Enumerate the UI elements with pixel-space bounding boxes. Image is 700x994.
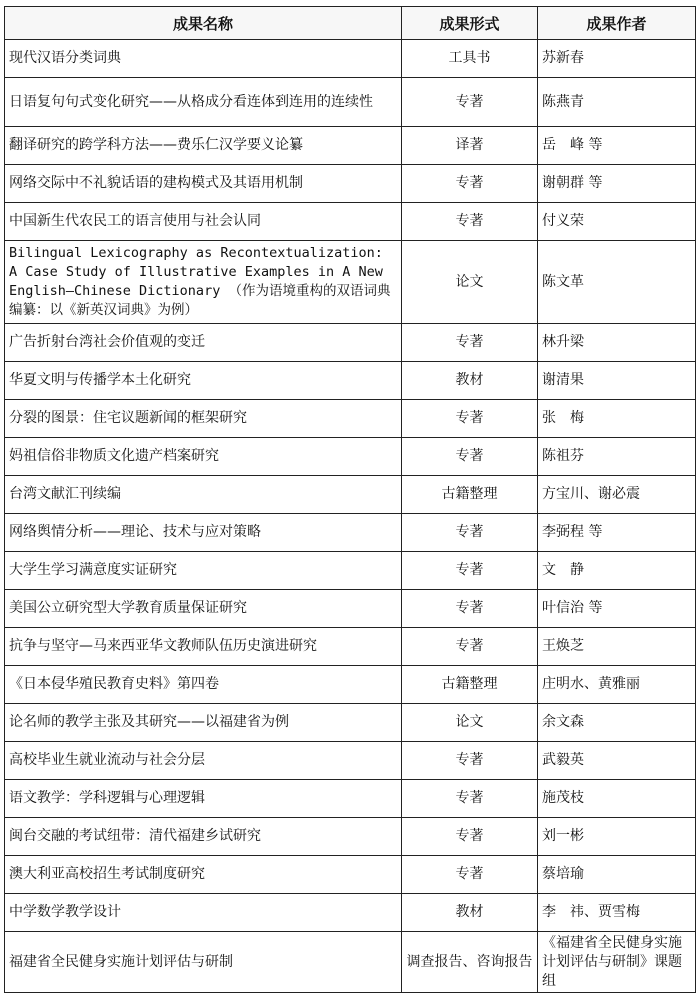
cell-author: 武毅英 xyxy=(538,742,696,780)
cell-form: 专著 xyxy=(402,742,538,780)
table-row xyxy=(5,476,696,514)
cell-name: 妈祖信俗非物质文化遗产档案研究 xyxy=(5,438,402,476)
cell-author: 方宝川、谢必震 xyxy=(538,476,696,514)
cell-name: 大学生学习满意度实证研究 xyxy=(5,552,402,590)
cell-name: 语文教学：学科逻辑与心理逻辑 xyxy=(5,780,402,818)
table-row xyxy=(5,704,696,742)
header-form: 成果形式 xyxy=(402,7,538,40)
header-author: 成果作者 xyxy=(538,7,696,40)
table-row xyxy=(5,165,696,203)
header-name: 成果名称 xyxy=(5,7,402,40)
table-row xyxy=(5,932,696,993)
cell-author: 蔡培瑜 xyxy=(538,856,696,894)
cell-form: 专著 xyxy=(402,400,538,438)
table-row xyxy=(5,666,696,704)
cell-form: 专著 xyxy=(402,780,538,818)
cell-name: 论名师的教学主张及其研究——以福建省为例 xyxy=(5,704,402,742)
cell-author: 谢朝群 等 xyxy=(538,165,696,203)
cell-name: 广告折射台湾社会价值观的变迁 xyxy=(5,324,402,362)
cell-author: 《福建省全民健身实施计划评估与研制》课题组 xyxy=(538,932,696,993)
cell-name: 网络舆情分析——理论、技术与应对策略 xyxy=(5,514,402,552)
cell-author: 苏新春 xyxy=(538,40,696,78)
cell-name: 中国新生代农民工的语言使用与社会认同 xyxy=(5,203,402,241)
cell-name: 台湾文献汇刊续编 xyxy=(5,476,402,514)
cell-author: 陈文革 xyxy=(538,241,696,324)
cell-author: 文 静 xyxy=(538,552,696,590)
cell-name: 美国公立研究型大学教育质量保证研究 xyxy=(5,590,402,628)
cell-form: 教材 xyxy=(402,362,538,400)
table-row xyxy=(5,400,696,438)
cell-name: 中学数学教学设计 xyxy=(5,894,402,932)
cell-name: 抗争与坚守—马来西亚华文教师队伍历史演进研究 xyxy=(5,628,402,666)
cell-form: 教材 xyxy=(402,894,538,932)
cell-form: 古籍整理 xyxy=(402,666,538,704)
table-row xyxy=(5,742,696,780)
table-row xyxy=(5,203,696,241)
table-row xyxy=(5,78,696,127)
table-row xyxy=(5,552,696,590)
table-row xyxy=(5,241,696,324)
cell-name: 翻译研究的跨学科方法——费乐仁汉学要义论纂 xyxy=(5,127,402,165)
cell-form: 专著 xyxy=(402,514,538,552)
cell-author: 张 梅 xyxy=(538,400,696,438)
cell-author: 付义荣 xyxy=(538,203,696,241)
cell-form: 调查报告、咨询报告 xyxy=(402,932,538,993)
cell-author: 叶信治 等 xyxy=(538,590,696,628)
cell-form: 专著 xyxy=(402,438,538,476)
cell-name: 日语复句句式变化研究——从格成分看连体到连用的连续性 xyxy=(5,78,402,127)
cell-name: 网络交际中不礼貌话语的建构模式及其语用机制 xyxy=(5,165,402,203)
table-row xyxy=(5,590,696,628)
cell-name: 福建省全民健身实施计划评估与研制 xyxy=(5,932,402,993)
cell-author: 李 祎、贾雪梅 xyxy=(538,894,696,932)
table-row xyxy=(5,514,696,552)
table-row xyxy=(5,324,696,362)
cell-form: 专著 xyxy=(402,628,538,666)
table-row xyxy=(5,780,696,818)
table-row xyxy=(5,362,696,400)
cell-author: 陈燕青 xyxy=(538,78,696,127)
cell-author: 余文森 xyxy=(538,704,696,742)
header-row xyxy=(5,7,696,40)
cell-form: 专著 xyxy=(402,78,538,127)
cell-form: 专著 xyxy=(402,203,538,241)
table-row xyxy=(5,856,696,894)
cell-name: 现代汉语分类词典 xyxy=(5,40,402,78)
table-row xyxy=(5,894,696,932)
cell-author: 陈祖芬 xyxy=(538,438,696,476)
cell-name: 《日本侵华殖民教育史料》第四卷 xyxy=(5,666,402,704)
cell-author: 谢清果 xyxy=(538,362,696,400)
cell-form: 专著 xyxy=(402,856,538,894)
cell-author: 施茂枝 xyxy=(538,780,696,818)
cell-form: 译著 xyxy=(402,127,538,165)
cell-name: 分裂的图景：住宅议题新闻的框架研究 xyxy=(5,400,402,438)
cell-name: Bilingual Lexicography as Recontextualization: A Case Study of Illustrative Examples in A New English–Chinese Dictionary （作为语境重构的双语词典编纂：以《新英汉词典》为例） xyxy=(5,241,402,324)
cell-name: 澳大利亚高校招生考试制度研究 xyxy=(5,856,402,894)
cell-name: 华夏文明与传播学本土化研究 xyxy=(5,362,402,400)
cell-form: 专著 xyxy=(402,165,538,203)
table-row xyxy=(5,628,696,666)
table-row xyxy=(5,438,696,476)
table-row xyxy=(5,40,696,78)
cell-author: 林升梁 xyxy=(538,324,696,362)
cell-author: 岳 峰 等 xyxy=(538,127,696,165)
cell-author: 庄明水、黄雅丽 xyxy=(538,666,696,704)
cell-author: 王焕芝 xyxy=(538,628,696,666)
table-row xyxy=(5,127,696,165)
cell-form: 古籍整理 xyxy=(402,476,538,514)
cell-form: 论文 xyxy=(402,241,538,324)
cell-author: 刘一彬 xyxy=(538,818,696,856)
cell-form: 论文 xyxy=(402,704,538,742)
cell-form: 工具书 xyxy=(402,40,538,78)
cell-name: 闽台交融的考试纽带：清代福建乡试研究 xyxy=(5,818,402,856)
cell-form: 专著 xyxy=(402,324,538,362)
cell-form: 专著 xyxy=(402,590,538,628)
cell-form: 专著 xyxy=(402,552,538,590)
achievements-table xyxy=(4,6,696,993)
cell-author: 李弼程 等 xyxy=(538,514,696,552)
table-row xyxy=(5,818,696,856)
cell-form: 专著 xyxy=(402,818,538,856)
cell-name: 高校毕业生就业流动与社会分层 xyxy=(5,742,402,780)
